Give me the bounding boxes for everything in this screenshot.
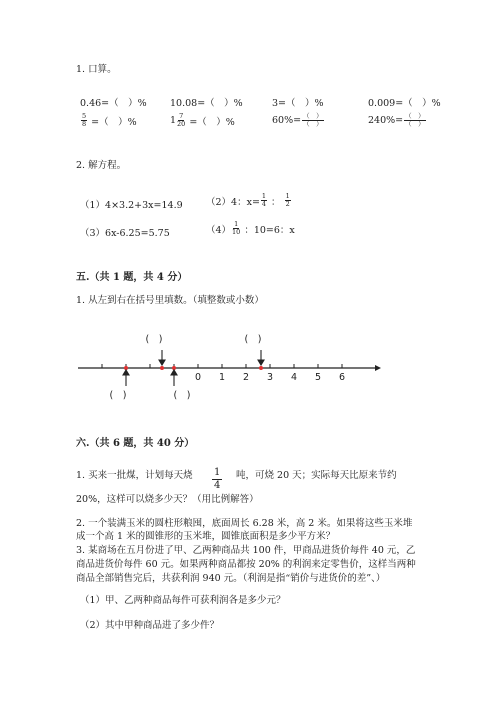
q3-sub-1: （1）甲、乙两种商品每件可获利润各是多少元？: [80, 595, 286, 606]
q1-text-a: 1. 买来一批煤，计划每天烧: [76, 470, 193, 481]
tick-label: 5: [314, 372, 322, 383]
q1-text-c: 20%，这样可以烧多少天？（用比例解答）: [76, 494, 259, 505]
blank-bottom-1: ( ): [109, 390, 127, 401]
oral-item-4: 0.009=（ ）%: [368, 98, 441, 109]
number-line-ticks: [102, 364, 342, 368]
blank-bottom-2: ( ): [173, 390, 191, 401]
fraction: $\frac{5}{8}$: [82, 112, 87, 128]
oral-item-5: $\frac{5}{8}$ =（ ）%: [82, 112, 137, 128]
fraction: $\frac{( )}{( )}$: [303, 112, 323, 128]
q2-line-1: 2. 一个装满玉米的圆柱形粮囤，底面周长 6.28 米，高 2 米。如果将这些玉米堆: [76, 518, 413, 529]
fraction: $\frac{7}{20}$: [177, 112, 186, 128]
tick-label: 0: [194, 372, 202, 383]
arrow-icon: [375, 365, 381, 371]
equation-title: 2. 解方程。: [76, 160, 127, 171]
section-6-heading: 六.（共 6 题，共 40 分）: [76, 438, 195, 449]
fraction: $\frac{1}{2}$: [285, 192, 290, 208]
q1-fraction: $\frac{1}{4}$: [214, 467, 221, 491]
q3-sub-2: （2）其中甲种商品进了多少件？: [80, 620, 220, 631]
oral-item-1: 0.46=（ ）%: [80, 98, 147, 109]
equation-1: （1）4×3.2+3x=14.9: [80, 200, 183, 211]
oral-item-2: 10.08=（ ）%: [170, 98, 243, 109]
equation-3: （3）6x-6.25=5.75: [80, 228, 170, 239]
q1-text-b: 吨，可烧 20 天；实际每天比原来节约: [236, 470, 397, 481]
fraction: $\frac{1}{4}$: [261, 192, 267, 208]
oral-calc-title: 1. 口算。: [76, 64, 117, 75]
equation-2: （2）4：x= $\frac{1}{4}$ ： $\frac{1}{2}$: [206, 192, 290, 208]
tick-label: 6: [338, 372, 346, 383]
oral-item-8: 240%= $\frac{( )}{( )}$: [368, 112, 425, 128]
q3-line-3: 商品全部销售完后，共获利润 940 元。（利润是指“销价与进货价的差”、）: [76, 573, 386, 584]
number-line: [70, 328, 390, 403]
q3-line-2: 商品进货价每件 60 元。如果两种商品都按 20% 的利润来定零售价，这样当两种: [76, 559, 416, 570]
fraction: $\frac{1}{10}$: [232, 220, 241, 236]
oral-item-3: 3=（ ）%: [272, 98, 324, 109]
section-5-question-1: 1. 从左到右在括号里填数。（填整数或小数）: [76, 295, 264, 306]
blank-top-2: ( ): [244, 334, 262, 345]
blank-top-1: ( ): [145, 334, 163, 345]
tick-label: 3: [266, 372, 274, 383]
section-5-heading: 五.（共 1 题，共 4 分）: [76, 272, 188, 283]
oral-item-7: 60%= $\frac{( )}{( )}$: [272, 112, 323, 128]
q2-line-2: 成一个高 1 米的圆锥形的玉米堆，圆锥底面积是多少平方米？: [76, 531, 336, 542]
equation-4: （4） $\frac{1}{10}$ ：10=6：x: [206, 220, 295, 236]
down-arrow-icons: [159, 350, 264, 365]
tick-label: 2: [242, 372, 250, 383]
fraction: $\frac{( )}{( )}$: [405, 112, 425, 128]
oral-item-6: 1 $\frac{7}{20}$ =（ ）%: [170, 112, 235, 128]
tick-label: 1: [218, 372, 226, 383]
up-arrow-icons: [123, 370, 177, 386]
q3-line-1: 3. 某商场在五月份进了甲、乙两种商品共 100 件，甲商品进货价每件 40 元，乙: [76, 545, 416, 556]
tick-label: 4: [290, 372, 298, 383]
